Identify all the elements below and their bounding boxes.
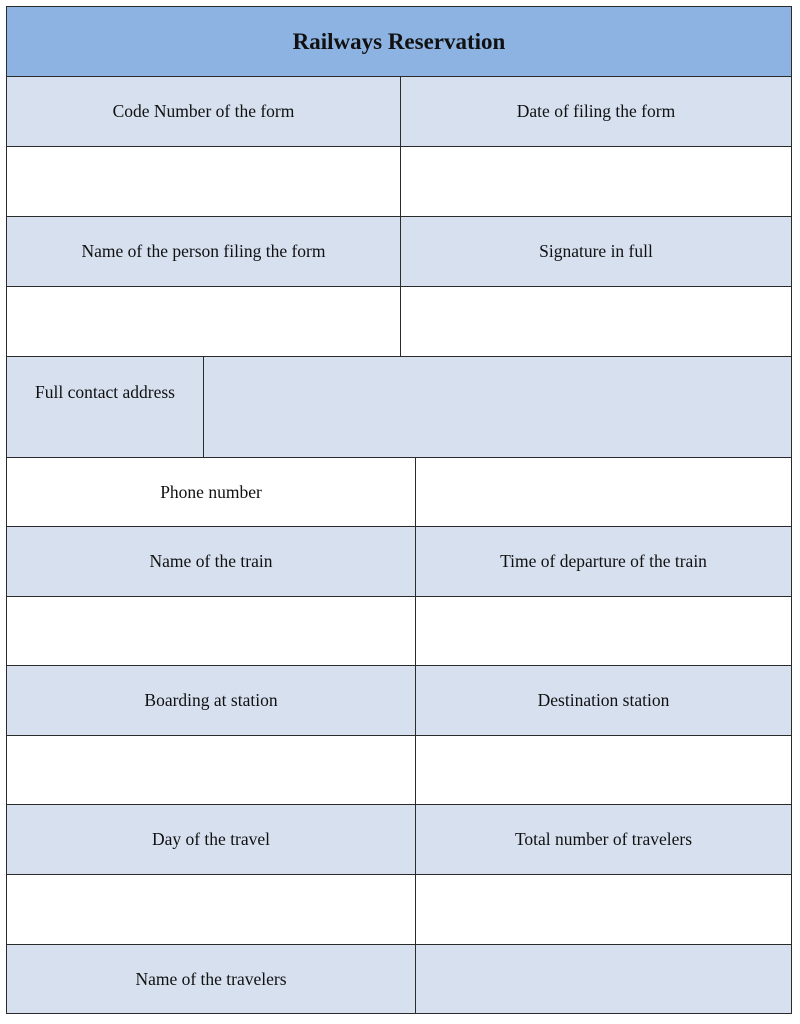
train-name-field[interactable]	[7, 597, 415, 665]
row-divider	[7, 286, 791, 287]
contact-address-field[interactable]	[204, 357, 791, 457]
row-divider	[7, 356, 791, 357]
travel-day-label: Day of the travel	[7, 805, 415, 874]
row-divider	[7, 944, 791, 945]
total-travelers-label: Total number of travelers	[416, 805, 791, 874]
row-divider	[7, 735, 791, 736]
destination-station-field[interactable]	[416, 736, 791, 804]
person-name-label: Name of the person filing the form	[7, 217, 400, 286]
contact-address-label: Full contact address	[7, 357, 203, 457]
travel-day-field[interactable]	[7, 875, 415, 944]
row-divider	[7, 596, 791, 597]
destination-station-label: Destination station	[416, 666, 791, 735]
row-divider	[7, 457, 791, 458]
column-divider	[203, 357, 204, 457]
row-divider	[7, 874, 791, 875]
row-divider	[7, 665, 791, 666]
boarding-station-field[interactable]	[7, 736, 415, 804]
departure-time-field[interactable]	[416, 597, 791, 665]
row-divider	[7, 804, 791, 805]
date-of-filing-label: Date of filing the form	[401, 77, 791, 146]
signature-field[interactable]	[401, 287, 791, 356]
form-title: Railways Reservation	[7, 7, 791, 77]
column-divider	[400, 77, 401, 357]
code-number-label: Code Number of the form	[7, 77, 400, 146]
row-divider	[7, 526, 791, 527]
phone-number-field[interactable]	[416, 458, 791, 526]
railways-reservation-form	[6, 6, 792, 1014]
total-travelers-field[interactable]	[416, 875, 791, 944]
train-name-label: Name of the train	[7, 527, 415, 596]
signature-label: Signature in full	[401, 217, 791, 286]
date-of-filing-field[interactable]	[401, 147, 791, 216]
row-divider	[7, 146, 791, 147]
code-number-field[interactable]	[7, 147, 400, 216]
person-name-field[interactable]	[7, 287, 400, 356]
phone-number-label: Phone number	[7, 458, 415, 526]
column-divider	[415, 458, 416, 1014]
traveler-names-label: Name of the travelers	[7, 945, 415, 1013]
departure-time-label: Time of departure of the train	[416, 527, 791, 596]
row-divider	[7, 216, 791, 217]
traveler-names-field[interactable]	[416, 945, 791, 1013]
boarding-station-label: Boarding at station	[7, 666, 415, 735]
